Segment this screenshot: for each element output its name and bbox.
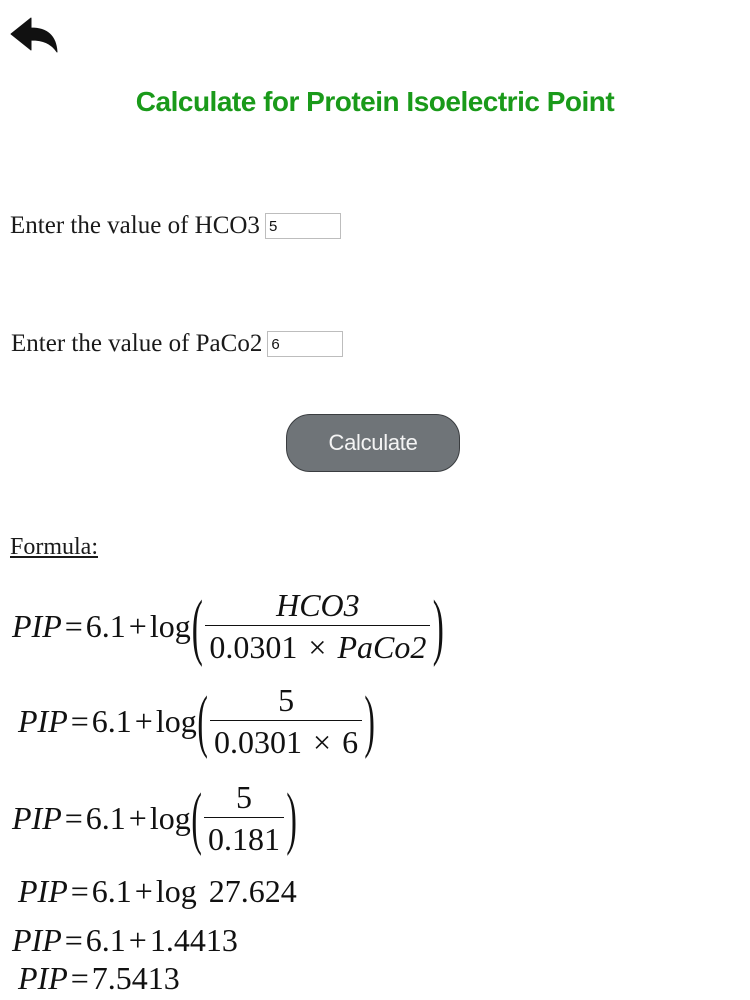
result-step [18, 960, 180, 997]
page-title: Calculate for Protein Isoelectric Point [135, 86, 615, 117]
substitution-fraction [210, 683, 362, 760]
fraction-denominator [210, 720, 362, 760]
equals-sign: = [70, 960, 89, 996]
ratio-value: 27.624 [208, 873, 297, 909]
left-paren: ( [197, 682, 208, 760]
hco3-label: Enter the value of HCO3 [10, 212, 260, 239]
result-value: 7.5413 [91, 960, 180, 996]
fraction-numerator: 5 [278, 682, 295, 718]
log-operator: log [149, 800, 191, 837]
log-value: 1.4413 [149, 922, 238, 958]
calculate-button[interactable]: Calculate [286, 414, 460, 472]
formula-lhs: PIP [18, 960, 68, 996]
coef-value: 0.0301 [214, 724, 303, 761]
plus-sign: + [134, 703, 153, 740]
hco3-input[interactable] [265, 213, 341, 239]
log-operator: log [149, 608, 191, 645]
hco3-row [10, 212, 341, 240]
formula-base: 6.1 [85, 608, 126, 645]
right-paren: ) [433, 585, 445, 668]
right-paren: ) [286, 779, 297, 857]
formula-lhs: PIP [12, 800, 62, 837]
back-arrow-icon [9, 16, 59, 56]
equals-sign: = [64, 922, 83, 958]
formula-lhs: PIP [12, 608, 62, 645]
plus-sign: + [128, 922, 147, 958]
formula-lhs: PIP [18, 703, 68, 740]
paco2-value: 6 [342, 724, 359, 761]
paco2-row [11, 330, 343, 358]
paco2-label: Enter the value of PaCo2 [11, 330, 263, 357]
fraction-denominator: 0.181 [204, 817, 284, 857]
right-paren: ) [364, 682, 375, 760]
ratio-step [18, 873, 297, 910]
formula-base: 6.1 [85, 800, 126, 837]
times-sign: × [308, 629, 327, 666]
log-operator: log [155, 703, 197, 740]
simplified-fraction [204, 780, 284, 857]
plus-sign: + [128, 800, 147, 837]
equals-sign: = [70, 873, 89, 909]
fraction-numerator: 5 [236, 779, 253, 815]
formula-base: 6.1 [91, 873, 132, 909]
fraction-denominator [205, 625, 430, 665]
formula-fraction [205, 588, 430, 665]
formula-base: 6.1 [85, 922, 126, 958]
formula-equation [12, 585, 445, 668]
log-operator: log [155, 873, 197, 909]
log-step [12, 922, 238, 959]
formula-label: Formula: [10, 534, 98, 560]
simplified-step [12, 780, 297, 857]
substitution-step [18, 683, 375, 760]
left-paren: ( [191, 585, 203, 668]
formula-lhs: PIP [12, 922, 62, 958]
plus-sign: + [134, 873, 153, 909]
formula-lhs: PIP [18, 873, 68, 909]
plus-sign: + [128, 608, 147, 645]
times-sign: × [313, 724, 332, 761]
paco2-input[interactable] [267, 331, 343, 357]
formula-base: 6.1 [91, 703, 132, 740]
paco2-var: PaCo2 [337, 629, 427, 666]
equals-sign: = [64, 800, 83, 837]
fraction-numerator: HCO3 [276, 587, 360, 623]
equals-sign: = [70, 703, 89, 740]
left-paren: ( [191, 779, 202, 857]
coef-value: 0.0301 [209, 629, 298, 666]
back-button[interactable] [6, 12, 62, 60]
equals-sign: = [64, 608, 83, 645]
